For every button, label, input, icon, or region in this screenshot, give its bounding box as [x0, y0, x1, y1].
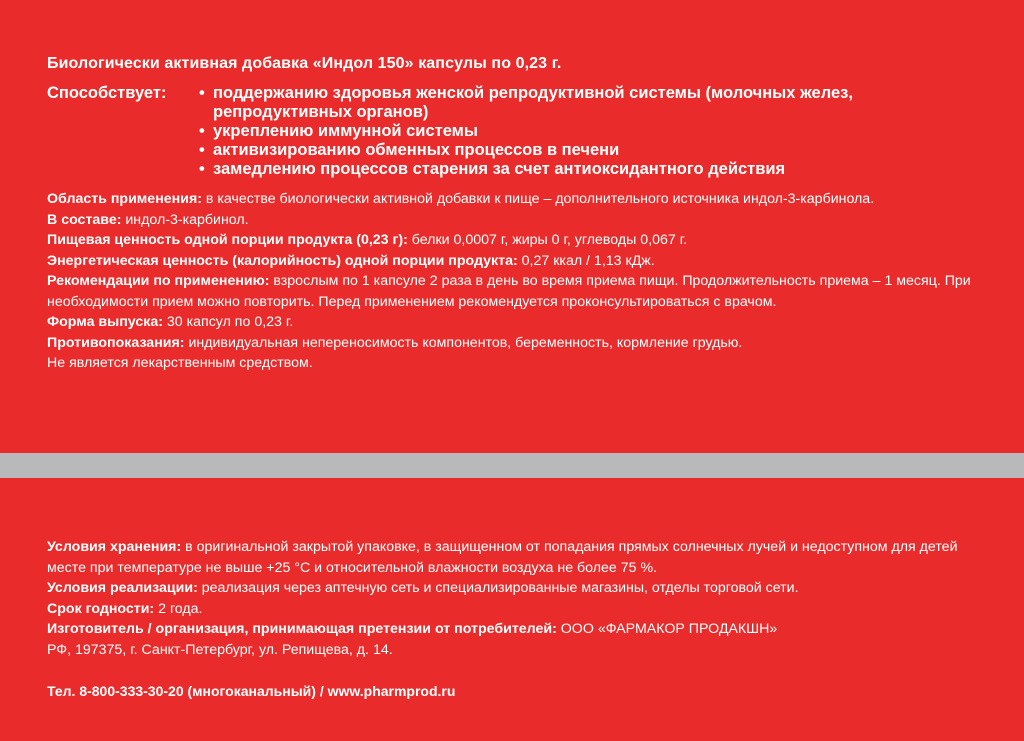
- shelf-text: 2 года.: [154, 600, 203, 617]
- sale-text: реализация через аптечную сеть и специализированные магазины, отделы торговой сети.: [197, 580, 799, 596]
- storage-label: Условия хранения:: [47, 539, 182, 555]
- recommend-text: взрослым по 1 капсуле 2 раза в день во время приема пищи. Продолжительность приема – 1 месяц. При необходимости прием можно повторить. Перед применением рекомендуется проконсультироваться с врачом.: [47, 273, 971, 310]
- sale-paragraph: [47, 578, 987, 599]
- usage-paragraph: [47, 189, 987, 210]
- energy-paragraph: [47, 251, 987, 272]
- recommend-label: Рекомендации по применению:: [47, 273, 270, 289]
- list-item-text: активизированию обменных процессов в печени: [213, 141, 620, 159]
- nutrition-text: белки 0,0007 г, жиры 0 г, углеводы 0,067 г.: [407, 232, 688, 248]
- form-text: 30 капсул по 0,23 г.: [162, 314, 294, 330]
- contra-label: Противопоказания:: [47, 334, 185, 351]
- storage-paragraph: [47, 537, 987, 578]
- address-paragraph: РФ, 197375, г. Санкт-Петербург, ул. Репищева, д. 14.: [47, 641, 393, 658]
- nutrition-paragraph: [47, 230, 987, 251]
- shelf-label: Срок годности:: [47, 600, 155, 617]
- shelf-paragraph: [47, 599, 987, 620]
- contra-paragraph: [47, 333, 987, 354]
- product-info: [47, 189, 987, 374]
- list-item-text: поддержанию здоровья женской репродуктивной системы (молочных желез, репродуктивных органов): [213, 84, 853, 121]
- energy-label: Энергетическая ценность (калорийность) одной порции продукта:: [47, 252, 518, 269]
- bullet-icon: •: [199, 84, 205, 102]
- list-item: [199, 84, 979, 122]
- bullet-icon: •: [199, 141, 205, 159]
- list-item-text: замедлению процессов старения за счет антиоксидантного действия: [213, 160, 786, 178]
- form-paragraph: [47, 312, 987, 333]
- promotes-label: Способствует:: [47, 84, 167, 102]
- usage-label: Область применения:: [47, 191, 202, 207]
- composition-text: индол-3-карбинол.: [121, 211, 249, 228]
- list-item-text: укреплению иммунной системы: [213, 122, 478, 140]
- list-item: [199, 122, 979, 141]
- product-title: Биологически активная добавка «Индол 150» капсулы по 0,23 г.: [47, 55, 562, 72]
- maker-label: Изготовитель / организация, принимающая претензии от потребителей:: [47, 621, 557, 637]
- divider-band: [0, 453, 1024, 478]
- not-drug-note: Не является лекарственным средством.: [47, 355, 313, 371]
- promotes-list: [199, 84, 979, 179]
- list-item: [199, 141, 979, 160]
- storage-text: в оригинальной закрытой упаковке, в защищенном от попадания прямых солнечных лучей и недоступном для детей месте при температуре не выше +25 °С и относительной влажности воздуха не более 75 %.: [47, 539, 958, 576]
- composition-label: В составе:: [47, 211, 122, 228]
- maker-text: ООО «ФАРМАКОР ПРОДАКШН»: [556, 621, 778, 637]
- storage-info: [47, 537, 987, 660]
- list-item: [199, 160, 979, 179]
- usage-text: в качестве биологически активной добавки к пище – дополнительного источника индол-3-карбинола.: [201, 191, 875, 207]
- sale-label: Условия реализации:: [47, 580, 198, 596]
- energy-text: 0,27 ккал / 1,13 кДж.: [517, 252, 655, 269]
- bullet-icon: •: [199, 160, 205, 178]
- maker-paragraph: [47, 619, 987, 640]
- contra-text: индивидуальная непереносимость компонентов, беременность, кормление грудью.: [184, 334, 743, 351]
- composition-paragraph: [47, 210, 987, 231]
- nutrition-label: Пищевая ценность одной порции продукта (0,23 г):: [47, 232, 408, 248]
- recommend-paragraph: [47, 271, 987, 312]
- contacts-line: Тел. 8-800-333-30-20 (многоканальный) / www.pharmprod.ru: [47, 683, 456, 699]
- bullet-icon: •: [199, 122, 205, 140]
- form-label: Форма выпуска:: [47, 314, 163, 330]
